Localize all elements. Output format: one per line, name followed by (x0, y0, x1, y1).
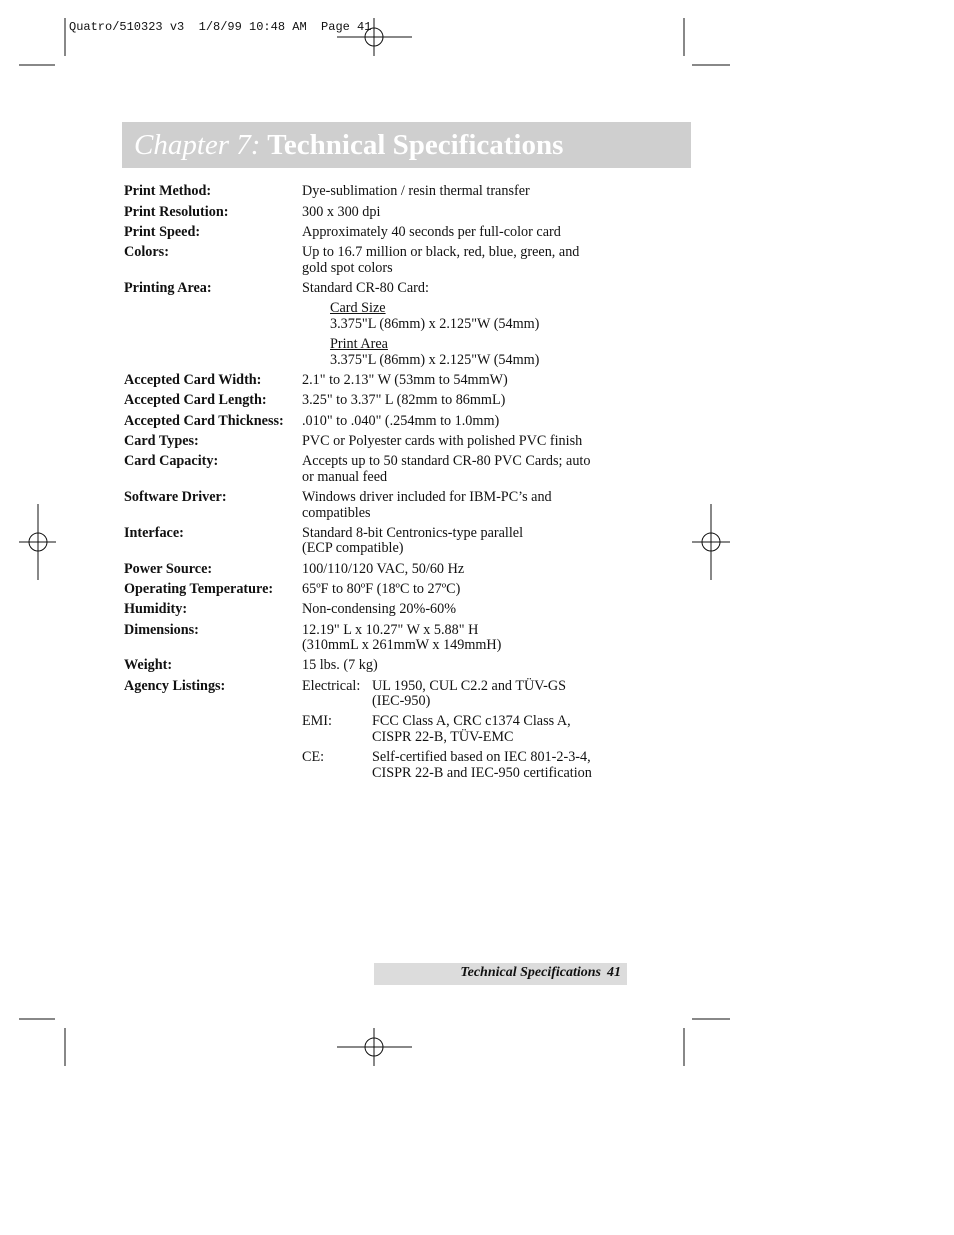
card-size-value: 3.375"L (86mm) x 2.125"W (54mm) (330, 316, 540, 332)
spec-label-print-method: Print Method: (124, 183, 212, 199)
spec-label-operating-temperature: Operating Temperature: (124, 581, 274, 597)
spec-value-card-thickness: .010" to .040" (.254mm to 1.0mm) (302, 413, 500, 429)
spec-value-print-resolution: 300 x 300 dpi (302, 204, 381, 220)
chapter-title (134, 128, 563, 162)
agency-key-ce: CE: (302, 749, 325, 765)
spec-value-card-capacity-line1: Accepts up to 50 standard CR-80 PVC Cards; auto (302, 453, 591, 469)
spec-label-card-length: Accepted Card Length: (124, 392, 267, 408)
registration-mark-left (19, 504, 56, 580)
spec-value-software-driver-line2: compatibles (302, 505, 371, 521)
page-number: 41 (607, 965, 621, 980)
spec-label-card-capacity: Card Capacity: (124, 453, 219, 469)
spec-label-colors: Colors: (124, 244, 169, 260)
agency-key-electrical: Electrical: (302, 678, 361, 694)
card-size-heading: Card Size (330, 300, 386, 316)
chapter-number: Chapter 7: (134, 129, 261, 161)
spec-label-printing-area: Printing Area: (124, 280, 212, 296)
spec-label-weight: Weight: (124, 657, 173, 673)
spec-value-software-driver-line1: Windows driver included for IBM-PC’s and (302, 489, 552, 505)
page-footer (460, 965, 621, 981)
print-slug-line: Quatro/510323 v3 1/8/99 10:48 AM Page 41 (69, 20, 372, 34)
spec-label-card-types: Card Types: (124, 433, 199, 449)
spec-value-humidity: Non-condensing 20%-60% (302, 601, 457, 617)
agency-value-emi-line1: FCC Class A, CRC c1374 Class A, (372, 713, 571, 729)
spec-value-power-source: 100/110/120 VAC, 50/60 Hz (302, 561, 465, 577)
agency-value-electrical-line1: UL 1950, CUL C2.2 and TÜV-GS (372, 678, 567, 694)
spec-label-power-source: Power Source: (124, 561, 213, 577)
spec-label-agency-listings: Agency Listings: (124, 678, 226, 694)
print-area-heading: Print Area (330, 336, 388, 352)
chapter-heading: Technical Specifications (267, 129, 564, 161)
agency-value-ce-line2: CISPR 22-B and IEC-950 certification (372, 765, 592, 781)
spec-value-interface-line2: (ECP compatible) (302, 540, 404, 556)
spec-label-interface: Interface: (124, 525, 184, 541)
spec-label-card-width: Accepted Card Width: (124, 372, 262, 388)
spec-value-card-capacity-line2: or manual feed (302, 469, 388, 485)
chapter-header-bar (122, 122, 691, 168)
spec-value-dimensions-line2: (310mmL x 261mmW x 149mmH) (302, 637, 502, 653)
spec-value-colors-line1: Up to 16.7 million or black, red, blue, green, and (302, 244, 580, 260)
agency-value-ce-line1: Self-certified based on IEC 801-2-3-4, (372, 749, 591, 765)
spec-value-card-length: 3.25" to 3.37" L (82mm to 86mmL) (302, 392, 506, 408)
spec-value-interface-line1: Standard 8-bit Centronics-type parallel (302, 525, 524, 541)
spec-value-weight: 15 lbs. (7 kg) (302, 657, 378, 673)
spec-value-card-width: 2.1" to 2.13" W (53mm to 54mmW) (302, 372, 508, 388)
spec-value-colors-line2: gold spot colors (302, 260, 393, 276)
spec-label-software-driver: Software Driver: (124, 489, 227, 505)
spec-label-print-speed: Print Speed: (124, 224, 201, 240)
spec-value-print-speed: Approximately 40 seconds per full-color card (302, 224, 561, 240)
spec-label-dimensions: Dimensions: (124, 622, 199, 638)
page-footer-bar (374, 963, 627, 985)
agency-value-emi-line2: CISPR 22-B, TÜV-EMC (372, 729, 514, 745)
spec-label-humidity: Humidity: (124, 601, 188, 617)
spec-label-print-resolution: Print Resolution: (124, 204, 229, 220)
spec-value-printing-area: Standard CR-80 Card: (302, 280, 429, 296)
spec-value-operating-temperature: 65ºF to 80ºF (18ºC to 27ºC) (302, 581, 461, 597)
agency-value-electrical-line2: (IEC-950) (372, 693, 431, 709)
spec-value-print-method: Dye-sublimation / resin thermal transfer (302, 183, 530, 199)
footer-section-title: Technical Specifications (460, 965, 601, 980)
spec-value-card-types: PVC or Polyester cards with polished PVC finish (302, 433, 583, 449)
agency-key-emi: EMI: (302, 713, 332, 729)
registration-mark-top (337, 18, 412, 56)
registration-mark-right (692, 504, 730, 580)
registration-mark-bottom (337, 1028, 412, 1066)
spec-label-card-thickness: Accepted Card Thickness: (124, 413, 284, 429)
print-area-value: 3.375"L (86mm) x 2.125"W (54mm) (330, 352, 540, 368)
spec-value-dimensions-line1: 12.19" L x 10.27" W x 5.88" H (302, 622, 479, 638)
